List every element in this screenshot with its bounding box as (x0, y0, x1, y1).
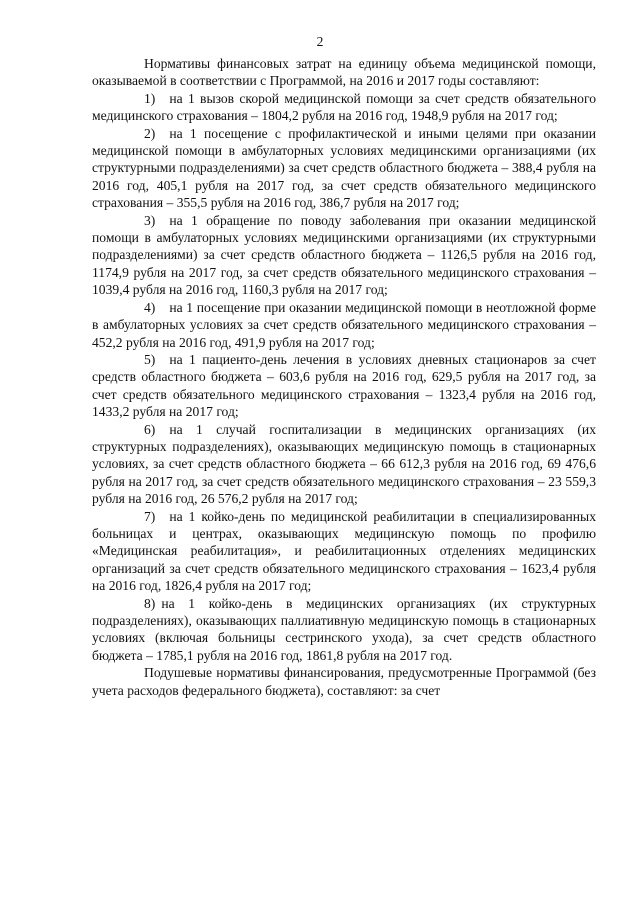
item-text: на 1 посещение с профилактической и иными целями при оказании медицинской помощи в амбулаторных условиях медицинскими организациями (их структурными подразделениями) за счет средств областного бюджета – 388,4 рубля на 2016 год, 405,1 рубля на 2017 год, за счет средств обязательного медицинского страхования – 355,5 рубля на 2016 год, 386,7 рубля на 2017 год; (92, 125, 596, 211)
item-text: на 1 пациенто-день лечения в условиях дневных стационаров за счет средств областного бюджета – 603,6 рубля на 2016 год, 629,5 рубля на 2017 год, за счет средств обязательного медицинского страхования – 1323,4 рубля на 2016 год, 1433,2 рубля на 2017 год; (92, 351, 596, 420)
item-text: на 1 койко-день по медицинской реабилитации в специализированных больницах и центрах, оказывающих медицинскую помощь по профилю «Медицинская реабилитация», и реабилитационных отделениях медицинских организаций за счет средств обязательного медицинского страхования – 1623,4 рубля на 2016 год, 1826,4 рубля на 2017 год; (92, 508, 596, 594)
item-text: на 1 койко-день в медицинских организациях (их структурных подразделениях), оказывающих паллиативную медицинскую помощь в стационарных условиях (включая больницы сестринского ухода), за счет средств областного бюджета – 1785,1 рубля на 2016 год, 1861,8 рубля на 2017 год. (92, 595, 596, 663)
list-item (92, 421, 596, 508)
item-number: 1) (144, 90, 156, 106)
list-item (92, 508, 596, 595)
item-number: 8) (144, 595, 156, 611)
item-text: на 1 обращение по поводу заболевания при оказании медицинской помощи в амбулаторных условиях медицинскими организациями (их структурными подразделениями) за счет средств областного бюджета – 1126,5 рубля на 2016 год, 1174,9 рубля на 2017 год, за счет средств обязательного медицинского страхования – 1039,4 рубля на 2016 год, 1160,3 рубля на 2017 год; (92, 212, 596, 298)
item-number: 4) (144, 299, 156, 315)
item-number: 2) (144, 125, 156, 141)
item-text: на 1 вызов скорой медицинской помощи за счет средств обязательного медицинского страхования – 1804,2 рубля на 2016 год, 1948,9 рубля на 2017 год; (92, 90, 596, 124)
item-number: 6) (144, 421, 156, 437)
list-item (92, 125, 596, 212)
list-item (92, 351, 596, 421)
intro-paragraph: Нормативы финансовых затрат на единицу объема медицинской помощи, оказываемой в соответствии с Программой, на 2016 и 2017 годы составляют: (92, 56, 596, 89)
item-number: 7) (144, 508, 156, 524)
item-text: на 1 посещение при оказании медицинской помощи в неотложной форме в амбулаторных условиях за счет средств обязательного медицинского страхования – 452,2 рубля на 2016 год, 491,9 рубля на 2017 год; (92, 299, 596, 350)
item-text: на 1 случай госпитализации в медицинских организациях (их структурных подразделениях), оказывающих медицинскую помощь в стационарных условиях, за счет средств областного бюджета – 66 612,3 рубля на 2016 год, 69 476,6 рубля на 2017 год, за счет средств обязательного медицинского страхования – 23 559,3 рубля на 2016 год, 26 576,2 рубля на 2017 год; (92, 421, 596, 507)
list-item (92, 299, 596, 351)
closing-paragraph: Подушевые нормативы финансирования, предусмотренные Программой (без учета расходов федерального бюджета), составляют: за счет (92, 665, 596, 698)
item-number: 3) (144, 212, 156, 228)
item-number: 5) (144, 351, 156, 367)
page-number: 2 (316, 34, 324, 49)
list-item (92, 212, 596, 299)
list-item (92, 595, 596, 665)
list-item (92, 90, 596, 125)
document-body (92, 55, 596, 699)
